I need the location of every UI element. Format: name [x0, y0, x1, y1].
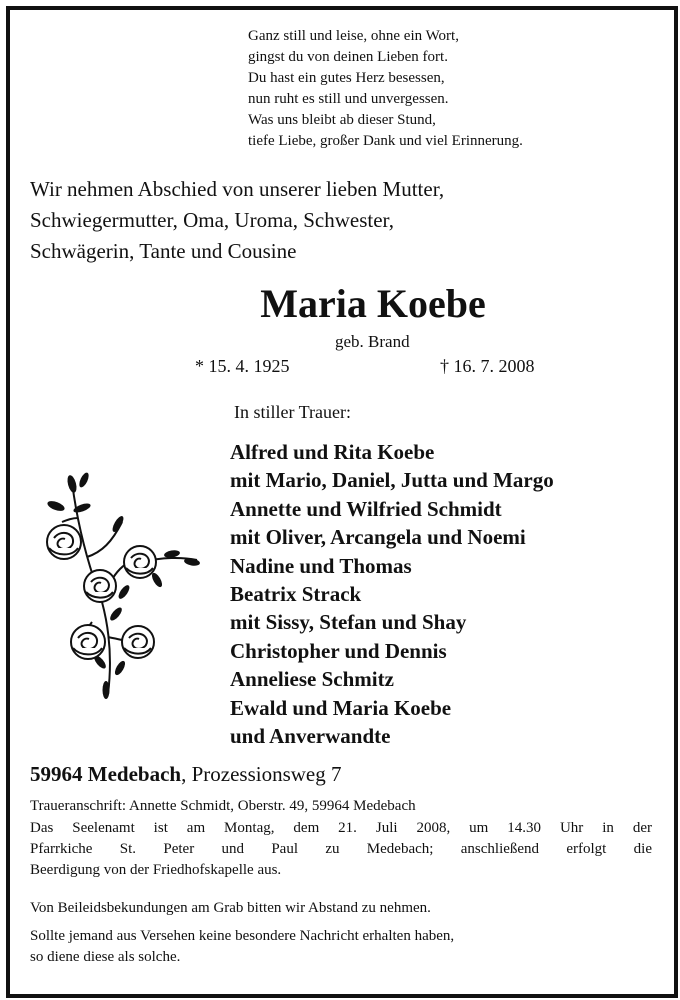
mourner-line: Christopher und Dennis: [230, 638, 447, 663]
mourner-line: Nadine und Thomas: [230, 553, 412, 578]
intro-line: Schwägerin, Tante und Cousine: [30, 239, 297, 263]
mourner-line: mit Mario, Daniel, Jutta und Margo: [230, 468, 554, 493]
poem-line: Du hast ein gutes Herz besessen,: [248, 70, 445, 86]
mourning-address: [30, 796, 652, 817]
service-line: Pfarrkiche St. Peter und Paul zu Medebach; anschließend erfolgt die: [30, 841, 652, 857]
farewell-intro: [30, 174, 650, 267]
mourning-label: In stiller Trauer:: [234, 402, 351, 422]
poem-line: tiefe Liebe, großer Dank und viel Erinnerung.: [248, 133, 523, 149]
mourner-line: Anneliese Schmitz: [230, 667, 394, 692]
mourner-line: Ewald und Maria Koebe: [230, 695, 452, 720]
closing-line: so diene diese als solche.: [30, 949, 181, 965]
mourning-address-text: Traueranschrift: Annette Schmidt, Oberstr. 49, 59964 Medebach: [30, 798, 416, 814]
service-notice: [30, 818, 652, 881]
service-line: Beerdigung von der Friedhofskapelle aus.: [30, 862, 282, 878]
memorial-poem: [248, 26, 668, 152]
poem-line: Ganz still und leise, ohne ein Wort,: [248, 28, 459, 44]
poem-line: gingst du von deinen Lieben fort.: [248, 49, 448, 65]
mourner-line: Alfred und Rita Koebe: [230, 440, 435, 464]
maiden-name: geb. Brand: [335, 332, 410, 351]
service-line: Das Seelenamt ist am Montag, dem 21. Juli 2008, um 14.30 Uhr in der: [30, 820, 652, 836]
rose-branch-icon: [32, 462, 202, 702]
condolence-note: [30, 898, 652, 919]
death-date: † 16. 7. 2008: [440, 356, 535, 376]
mourner-line: mit Sissy, Stefan und Shay: [230, 610, 467, 635]
mourner-line: und Anverwandte: [230, 724, 391, 749]
postal-city: 59964 Medebach: [30, 762, 182, 786]
intro-line: Schwiegermutter, Oma, Uroma, Schwester,: [30, 208, 394, 232]
intro-line: Wir nehmen Abschied von unserer lieben Mutter,: [30, 177, 445, 201]
obituary-notice: [6, 6, 678, 998]
poem-line: Was uns bleibt ab dieser Stund,: [248, 112, 436, 128]
condolence-text: Von Beileidsbekundungen am Grab bitten wir Abstand zu nehmen.: [30, 900, 431, 916]
closing-line: Sollte jemand aus Versehen keine besondere Nachricht erhalten haben,: [30, 928, 455, 944]
mourner-line: Beatrix Strack: [230, 582, 362, 607]
street: , Prozessionsweg 7: [181, 762, 342, 786]
deceased-name: Maria Koebe: [260, 281, 486, 326]
mourner-line: mit Oliver, Arcangela und Noemi: [230, 525, 526, 550]
mourner-line: Annette und Wilfried Schmidt: [230, 496, 502, 521]
family-address: [30, 762, 341, 787]
birth-date: * 15. 4. 1925: [195, 356, 290, 376]
poem-line: nun ruht es still und unvergessen.: [248, 91, 449, 107]
closing-note: [30, 926, 652, 968]
mourners-list: [230, 438, 650, 750]
